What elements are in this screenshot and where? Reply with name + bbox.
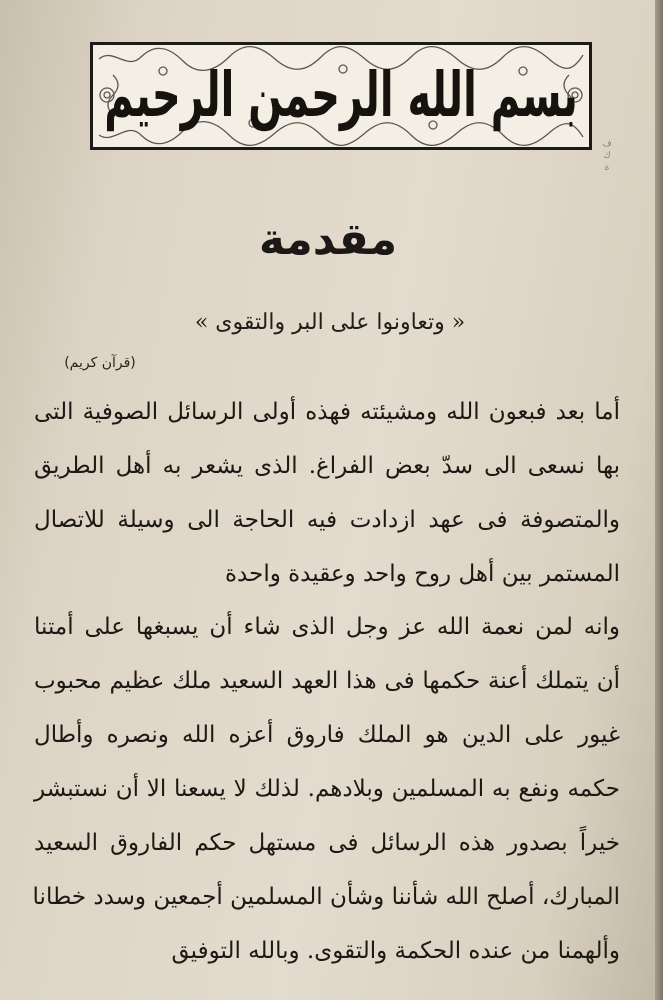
basmala-banner [90, 42, 592, 150]
page-title: مقدمة [258, 214, 398, 265]
text-line: المبارك، أصلح الله شأننا وشأن المسلمين أجمعين وسدد خطانا [32, 884, 620, 910]
text-line: غيور على الدين هو الملك فاروق أعزه الله ونصره وأطال [34, 722, 620, 748]
text-line: المستمر بين أهل روح واحد وعقيدة واحدة [224, 561, 620, 587]
margin-mark: ك [603, 151, 611, 161]
text-line: بها نسعى الى سدّ بعض الفراغ. الذى يشعر به أهل الطريق [34, 453, 620, 479]
epigraph-quote: « وتعاونوا على البر والتقوى » [194, 310, 466, 335]
page-edge-shadow [655, 0, 663, 1000]
text-line: وانه لمن نعمة الله عز وجل الذى شاء أن يسبغها على أمتنا [34, 614, 620, 640]
margin-mark: ف [602, 139, 612, 149]
text-line: وألهمنا من عنده الحكمة والتقوى. وبالله التوفيق [171, 938, 620, 964]
basmala-text: بسم الله الرحمن الرحيم [104, 60, 578, 132]
epigraph-source: (قرآن كريم) [64, 355, 136, 371]
paragraph-1 [34, 385, 620, 601]
margin-marks [600, 138, 614, 174]
text-line: حكمه ونفع به المسلمين وبلادهم. لذلك لا يسعنا الا أن نستبشر [34, 776, 620, 802]
text-line: أن يتملك أعنة حكمها فى هذا العهد السعيد ملك عظيم محبوب [34, 668, 620, 694]
text-line: أما بعد فبعون الله ومشيئته فهذه أولى الرسائل الصوفية التى [34, 399, 620, 425]
paragraph-2 [34, 600, 620, 978]
text-line: خيراً بصدور هذه الرسائل فى مستهل حكم الفاروق السعيد [34, 830, 620, 856]
margin-mark: ة [604, 163, 610, 173]
text-line: والمتصوفة فى عهد ازدادت فيه الحاجة الى وسيلة للاتصال [34, 507, 620, 533]
